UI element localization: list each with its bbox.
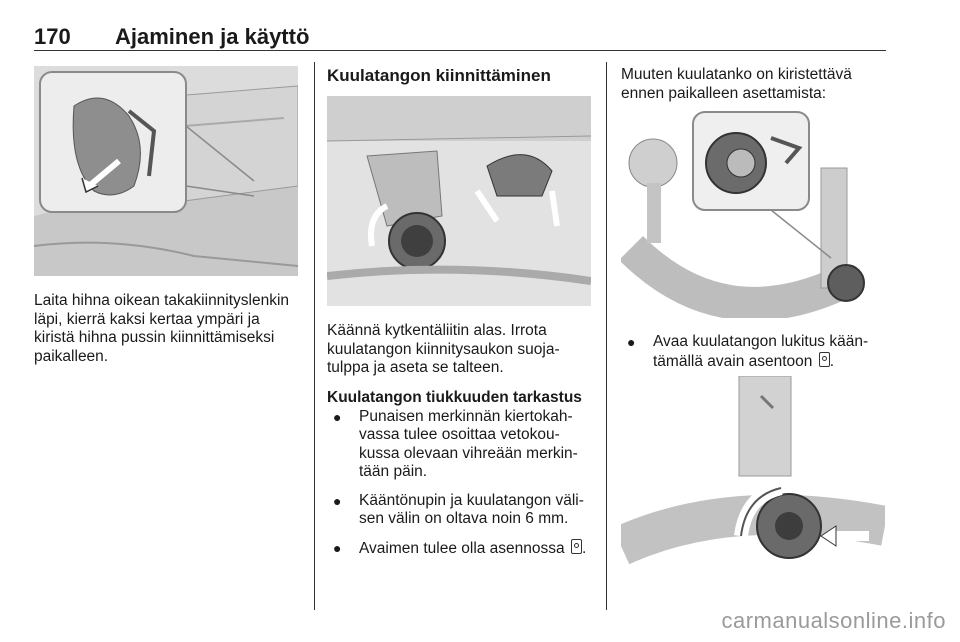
text-line: ennen paikalleen asettamista: [621, 84, 827, 102]
text-line: vassa tulee osoittaa vetokou- [359, 426, 560, 443]
bullet-icon: ● [333, 408, 342, 425]
list-item [327, 539, 599, 559]
list-item [327, 408, 599, 482]
text-line: Laita hihna oikean takakiinnityslenkin [34, 292, 290, 309]
period: . [581, 539, 587, 557]
lock-open-key-icon [819, 352, 830, 367]
bullet-list [327, 408, 599, 559]
text-line: Muuten kuulatanko on kiristettävä [621, 66, 852, 83]
text-line: Avaa kuulatangon lukitus kään- [653, 333, 869, 350]
text-line: sen välin on oltava noin 6 mm. [359, 510, 569, 527]
text-line: Punaisen merkinnän kiertokah- [359, 407, 573, 425]
bullet-list [621, 333, 887, 371]
text-line: tään päin. [359, 463, 428, 480]
text-line: tulppa ja aseta se talteen. [327, 359, 504, 376]
bullet-icon: ● [333, 539, 342, 556]
column-divider-2 [606, 62, 607, 610]
text-line: läpi, kierrä kaksi kertaa ympäri ja [34, 310, 260, 328]
bullet-icon: ● [333, 492, 342, 509]
period: . [829, 352, 835, 370]
figure-ball-bar-lock [621, 108, 885, 318]
chapter-title: Ajaminen ja käyttö [115, 24, 310, 49]
col2-section-title-wrap [327, 66, 597, 86]
list-item [327, 492, 599, 529]
figure-towbar-socket [327, 96, 591, 306]
text-line: Avaimen tulee olla asennossa [359, 539, 565, 557]
section-title: Kuulatangon kiinnittäminen [327, 66, 551, 85]
text-line: kuulatangon kiinnitysaukon suoja- [327, 340, 560, 358]
list-item [621, 333, 887, 371]
text-line: tämällä avain asentoon [653, 352, 813, 370]
text-line: Käännä kytkentäliitin alas. Irrota [327, 322, 547, 339]
col1-paragraph [34, 292, 306, 366]
text-line: kiristä hihna pussin kiinnittämiseksi [34, 329, 275, 346]
watermark: carmanualsonline.info [721, 608, 946, 633]
col3-intro [621, 66, 887, 103]
subheading: Kuulatangon tiukkuuden tarkastus [327, 389, 582, 406]
col2-paragraph [327, 322, 599, 378]
page-number: 170 [34, 24, 71, 49]
text-line: paikalleen. [34, 347, 109, 365]
header-rule [34, 50, 886, 51]
column-divider-1 [314, 62, 315, 610]
text-line: Kääntönupin ja kuulatangon väli- [359, 491, 584, 509]
col2-tightness-check [327, 389, 599, 568]
figure-knob-rotation [621, 376, 885, 584]
text-line: kussa olevaan vihreään merkin- [359, 444, 578, 462]
bullet-icon: ● [627, 334, 636, 350]
lock-open-key-icon [571, 539, 582, 554]
figure-cargo-bag-strap [34, 66, 298, 276]
col3-unlock-step [621, 333, 887, 381]
